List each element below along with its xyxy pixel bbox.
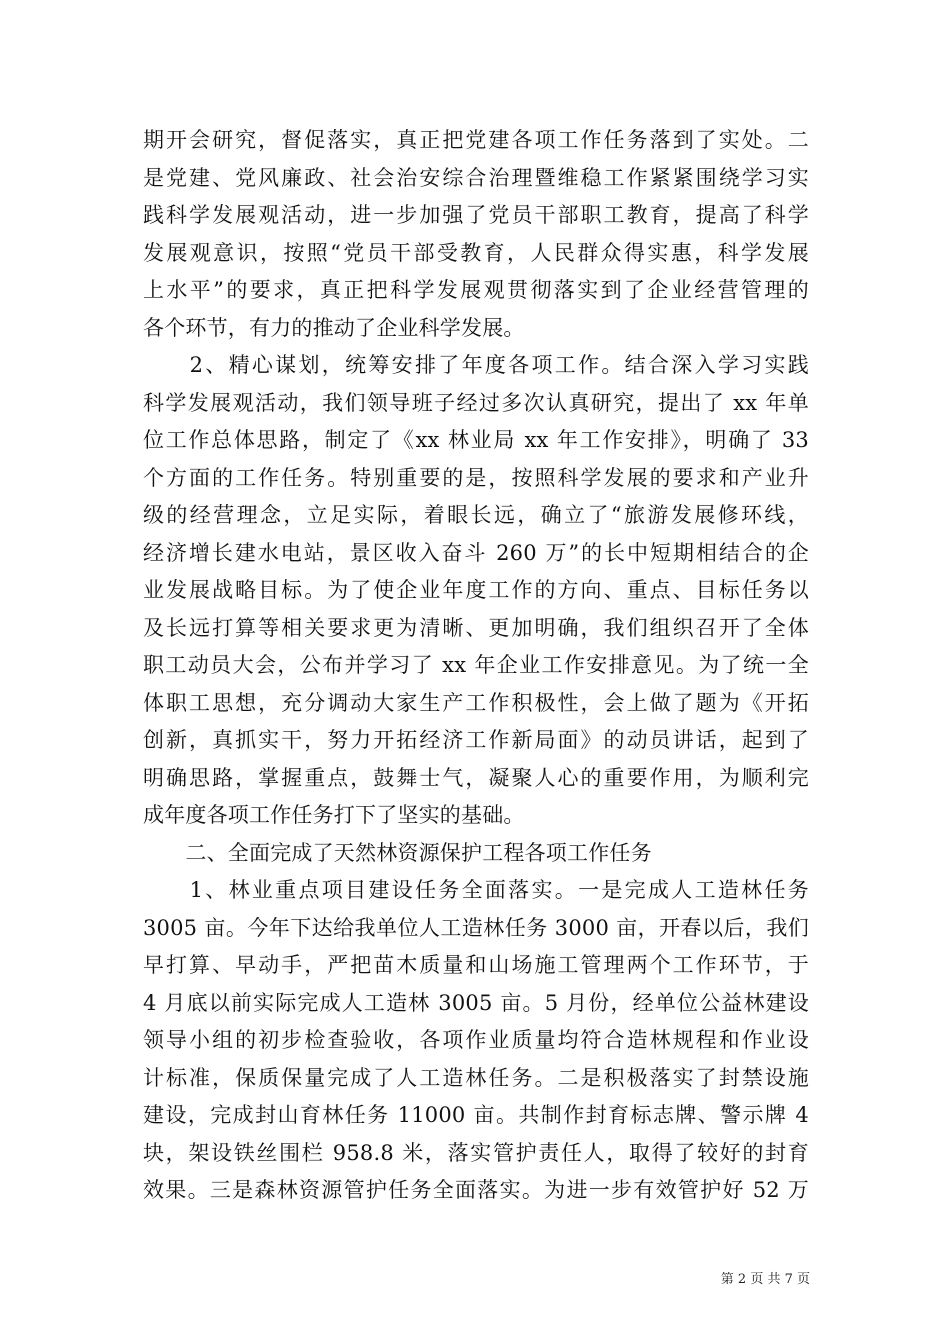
text-line: 科学发展观活动，我们领导班子经过多次认真研究，提出了 xx 年单 xyxy=(143,390,809,415)
text-line: 体职工思想，充分调动大家生产工作积极性，会上做了题为《开拓 xyxy=(143,690,809,715)
text-line: 位工作总体思路，制定了《xx 林业局 xx 年工作安排》，明确了 33 xyxy=(143,428,809,452)
text-line: 1、林业重点项目建设任务全面落实。一是完成人工造林任务 xyxy=(143,878,809,902)
text-line: 个方面的工作任务。特别重要的是，按照科学发展的要求和产业升 xyxy=(143,465,809,490)
text-line: 职工动员大会，公布并学习了 xx 年企业工作安排意见。为了统一全 xyxy=(143,653,809,677)
text-line: 明确思路，掌握重点，鼓舞士气，凝聚人心的重要作用，为顺利完 xyxy=(143,765,809,790)
page-number: 第 2 页 共 7 页 xyxy=(720,1272,810,1287)
text-line: 是党建、党风廉政、社会治安综合治理暨维稳工作紧紧围绕学习实 xyxy=(143,165,809,190)
text-line: 早打算、早动手，严把苗木质量和山场施工管理两个工作环节，于 xyxy=(143,953,809,977)
text-line: 二、全面完成了天然林资源保护工程各项工作任务 xyxy=(143,840,652,865)
text-line: 2、精心谋划，统筹安排了年度各项工作。结合深入学习实践 xyxy=(143,353,809,377)
text-line: 上水平”的要求，真正把科学发展观贯彻落实到了企业经营管理的 xyxy=(143,278,809,302)
text-line: 3005 亩。今年下达给我单位人工造林任务 3000 亩，开春以后，我们 xyxy=(143,915,809,940)
text-line: 期开会研究，督促落实，真正把党建各项工作任务落到了实处。二 xyxy=(143,128,809,152)
text-line: 建设，完成封山育林任务 11000 亩。共制作封育标志牌、警示牌 4 xyxy=(143,1103,809,1127)
text-line: 成年度各项工作任务打下了坚实的基础。 xyxy=(143,803,525,827)
text-line: 级的经营理念，立足实际，着眼长远，确立了“旅游发展修环线， xyxy=(143,503,809,527)
text-line: 经济增长建水电站，景区收入奋斗 260 万”的长中短期相结合的企 xyxy=(143,540,809,565)
text-line: 4 月底以前实际完成人工造林 3005 亩。5 月份，经单位公益林建设 xyxy=(143,990,809,1015)
text-line: 块，架设铁丝围栏 958.8 米，落实管护责任人，取得了较好的封育 xyxy=(143,1140,809,1165)
text-line: 创新，真抓实干，努力开拓经济工作新局面》的动员讲话，起到了 xyxy=(143,728,809,752)
text-line: 计标准，保质保量完成了人工造林任务。二是积极落实了封禁设施 xyxy=(143,1065,809,1090)
text-line: 践科学发展观活动，进一步加强了党员干部职工教育，提高了科学 xyxy=(143,203,809,227)
text-line: 及长远打算等相关要求更为清晰、更加明确，我们组织召开了全体 xyxy=(143,615,809,640)
text-line: 效果。三是森林资源管护任务全面落实。为进一步有效管护好 52 万 xyxy=(143,1178,809,1202)
text-line: 发展观意识，按照“党员干部受教育，人民群众得实惠，科学发展 xyxy=(143,240,809,265)
text-line: 业发展战略目标。为了使企业年度工作的方向、重点、目标任务以 xyxy=(143,578,809,602)
text-line: 各个环节，有力的推动了企业科学发展。 xyxy=(143,315,525,340)
text-line: 领导小组的初步检查验收，各项作业质量均符合造林规程和作业设 xyxy=(143,1028,809,1052)
document-body xyxy=(143,122,809,1210)
